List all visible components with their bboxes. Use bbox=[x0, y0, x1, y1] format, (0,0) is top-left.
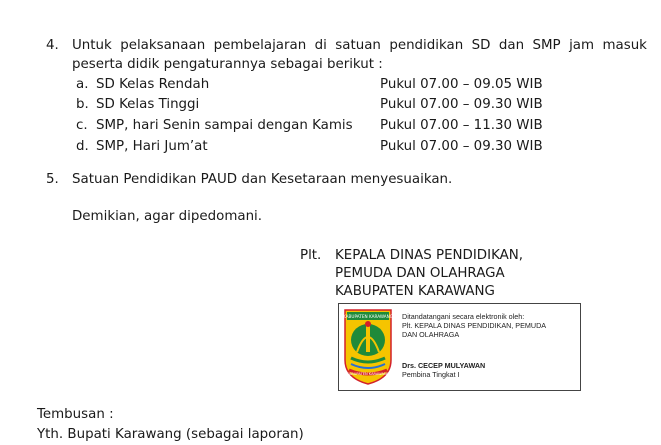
signer-name: Drs. CECEP MULYAWAN bbox=[402, 361, 486, 370]
signer-office-line: Plt. KEPALA DINAS PENDIDIKAN, PEMUDA bbox=[402, 321, 547, 330]
schedule-time: Pukul 07.00 – 09.30 WIB bbox=[380, 139, 543, 154]
schedule-row bbox=[76, 118, 576, 133]
schedule-label: SD Kelas Tinggi bbox=[96, 97, 200, 112]
schedule-time: Pukul 07.00 – 11.30 WIB bbox=[380, 118, 543, 133]
word: dan bbox=[498, 38, 525, 53]
item-4-line-2: peserta didik pengaturannya sebagai berikut : bbox=[72, 57, 383, 72]
signer-rank: Pembina Tingkat I bbox=[402, 370, 460, 379]
schedule-letter: a. bbox=[76, 77, 89, 92]
signature-title-line: KEPALA DINAS PENDIDIKAN, bbox=[335, 248, 524, 263]
schedule-label: SD Kelas Rendah bbox=[96, 77, 210, 92]
emblem-bottom-text: KABUPATEN KARAWANG bbox=[346, 372, 390, 376]
signature-title-line: PEMUDA DAN OLAHRAGA bbox=[335, 266, 505, 281]
schedule-letter: d. bbox=[76, 139, 89, 154]
signature-title-line: KABUPATEN KARAWANG bbox=[335, 284, 495, 299]
closing-sentence: Demikian, agar dipedomani. bbox=[72, 209, 263, 224]
word: pendidikan bbox=[389, 38, 464, 53]
item-4-number: 4. bbox=[46, 38, 59, 53]
item-5-number: 5. bbox=[46, 172, 59, 187]
schedule-row bbox=[76, 97, 576, 112]
word: satuan bbox=[335, 38, 381, 53]
schedule-letter: b. bbox=[76, 97, 89, 112]
word: SMP bbox=[532, 38, 561, 53]
signed-note: Ditandatangani secara elektronik oleh: bbox=[402, 312, 525, 321]
schedule-letter: c. bbox=[76, 118, 88, 133]
emblem-top-text: KABUPATEN KARAWANG bbox=[343, 314, 393, 319]
schedule-time: Pukul 07.00 – 09.05 WIB bbox=[380, 77, 543, 92]
carbon-copy-label: Tembusan : bbox=[37, 407, 114, 422]
schedule-time: Pukul 07.00 – 09.30 WIB bbox=[380, 97, 543, 112]
word: pelaksanaan bbox=[120, 38, 206, 53]
word: masuk bbox=[602, 38, 647, 53]
word: jam bbox=[569, 38, 595, 53]
karawang-regency-emblem-icon bbox=[343, 308, 393, 386]
item-5-text: Satuan Pendidikan PAUD dan Kesetaraan menyesuaikan. bbox=[72, 172, 453, 187]
electronic-signature-box bbox=[338, 303, 581, 391]
signer-office-line: DAN OLAHRAGA bbox=[402, 330, 460, 339]
schedule-row bbox=[76, 77, 576, 92]
word: pembelajaran bbox=[213, 38, 307, 53]
schedule-row bbox=[76, 139, 576, 154]
schedule-label: SMP, hari Senin sampai dengan Kamis bbox=[96, 118, 353, 133]
carbon-copy-item: Yth. Bupati Karawang (sebagai laporan) bbox=[37, 427, 304, 442]
word: Untuk bbox=[72, 38, 112, 53]
schedule-label: SMP, Hari Jum’at bbox=[96, 139, 208, 154]
item-4-line-1 bbox=[72, 38, 647, 53]
word: SD bbox=[471, 38, 491, 53]
word: di bbox=[314, 38, 327, 53]
signature-prefix: Plt. bbox=[300, 248, 322, 263]
